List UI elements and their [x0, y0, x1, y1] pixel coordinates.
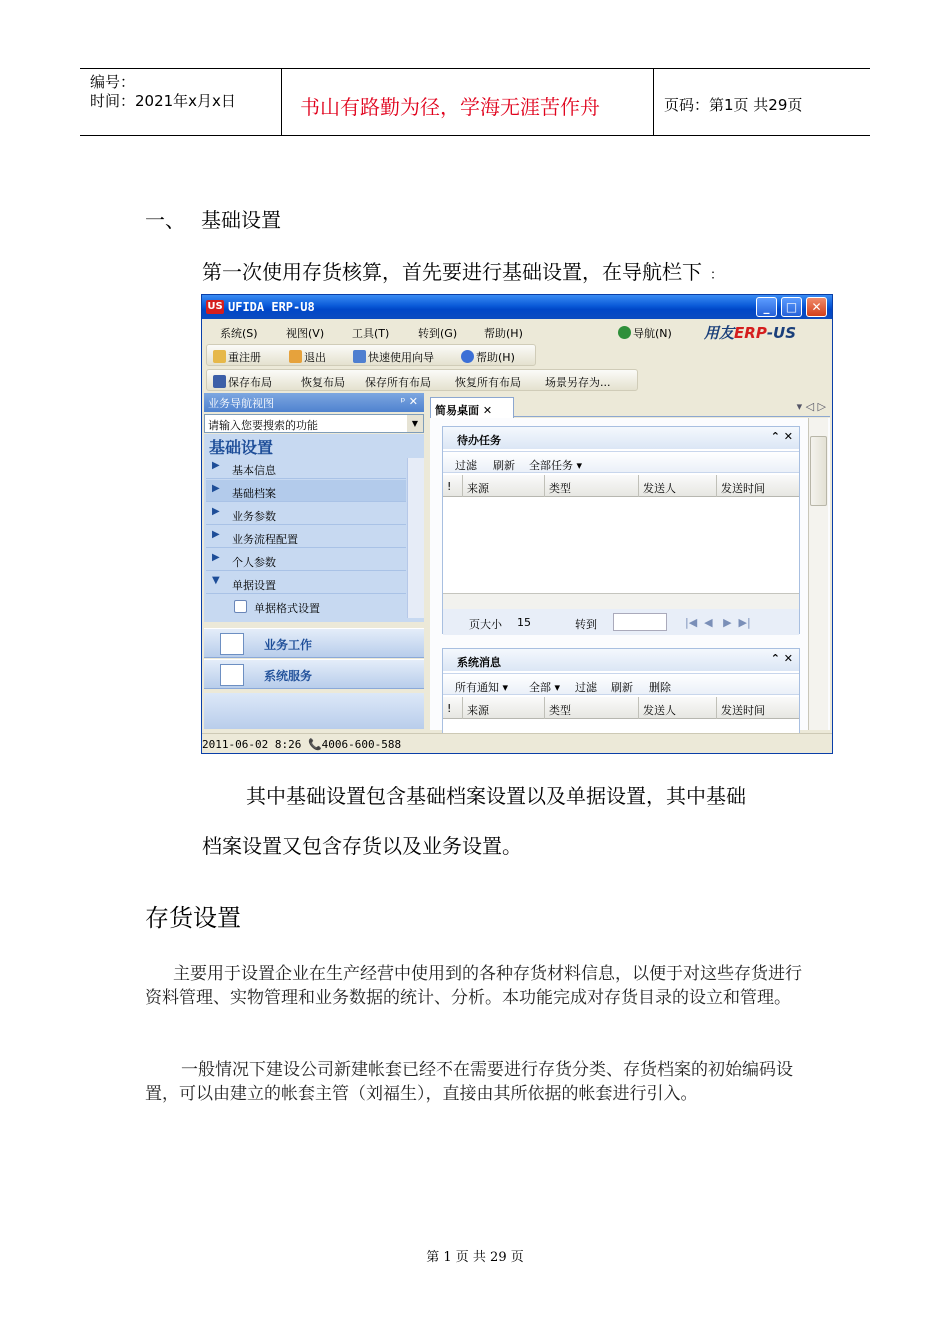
section-heading-1 [145, 204, 281, 233]
nav-label: 导航(N) [633, 327, 672, 340]
system-message-panel [442, 648, 800, 738]
brand-suffix: -US [766, 324, 797, 342]
message-refresh-button[interactable]: 刷新 [611, 681, 633, 694]
todo-hscrollbar[interactable] [443, 593, 799, 609]
collapse-arrow-icon: ▼ [212, 575, 220, 586]
header-page-cell [654, 69, 870, 135]
relogin-label: 重注册 [228, 351, 261, 364]
dropdown-arrow-icon[interactable]: ▼ [407, 415, 423, 432]
nav-item-personal-params[interactable] [206, 549, 406, 571]
nav-item-document-settings[interactable] [206, 572, 406, 594]
save-scene-button[interactable]: 场景另存为... [545, 376, 611, 389]
message-panel-title: 系统消息 [457, 656, 501, 669]
para3: 一般情况下建设公司新建帐套已经不在需要进行存货分类、存货档案的初始编码设置，可以由建立的帐套主管（刘福生），直接由其所依据的帐套进行引入。 [145, 1060, 793, 1104]
section-heading-2: 存货设置 [145, 904, 241, 932]
expand-arrow-icon: ▶ [212, 460, 220, 471]
nav-item-process-config[interactable] [206, 526, 406, 548]
tab-simple-desktop[interactable] [430, 397, 514, 418]
todo-toolbar [443, 451, 799, 473]
save-layout-label: 保存布局 [228, 376, 272, 389]
brand-logo [704, 322, 796, 343]
system-service-button[interactable] [204, 659, 424, 689]
nav-panel-title: 业务导航视图 [208, 397, 274, 410]
pin-close-icon[interactable]: ᵖ ✕ [400, 395, 418, 408]
col-source[interactable]: 来源 [467, 704, 489, 717]
restore-all-layout-button[interactable]: 恢复所有布局 [455, 376, 521, 389]
page-label: 页码：第1页 共29页 [664, 96, 803, 114]
nav-item-basic-info[interactable] [206, 457, 406, 479]
scroll-thumb[interactable] [810, 436, 827, 506]
todo-panel-title: 待办任务 [457, 434, 501, 447]
nav-panel-header [204, 393, 424, 412]
document-icon [234, 600, 247, 613]
save-layout-button[interactable] [213, 374, 272, 390]
col-type[interactable]: 类型 [549, 482, 571, 495]
page-footer: 第 1 页 共 29 页 [426, 1250, 524, 1265]
message-delete-button[interactable]: 删除 [649, 681, 671, 694]
col-source[interactable]: 来源 [467, 482, 489, 495]
section-title: 基础设置 [201, 208, 281, 232]
toolbar-main [206, 344, 536, 366]
tab-close-icon[interactable]: ✕ [482, 404, 493, 417]
nav-item-label: 基本信息 [232, 464, 276, 477]
relogin-button[interactable] [213, 349, 261, 365]
erp-titlebar [202, 295, 832, 319]
para2: 主要用于设置企业在生产经营中使用到的各种存货材料信息，以便于对这些存货进行资料管理、实物管理和业务数据的统计、分析。本功能完成对存货目录的设立和管理。 [145, 964, 802, 1008]
desktop-vscrollbar[interactable] [808, 418, 828, 730]
desktop-area [430, 418, 830, 730]
save-icon [213, 375, 226, 388]
number-label: 编号： [90, 73, 136, 91]
business-work-button[interactable] [204, 628, 424, 658]
col-send-time[interactable]: 发送时间 [721, 482, 765, 495]
col-priority[interactable]: ! [447, 702, 452, 715]
monitor-icon [220, 664, 244, 686]
exit-button[interactable] [289, 349, 326, 365]
page-size-label: 页大小 [469, 618, 502, 631]
help-icon [461, 350, 474, 363]
menu-tools[interactable]: 工具(T) [352, 327, 390, 340]
message-toolbar [443, 673, 799, 695]
todo-panel [442, 426, 800, 634]
menu-help[interactable]: 帮助(H) [484, 327, 523, 340]
close-button[interactable]: ✕ [806, 297, 827, 317]
col-sender[interactable]: 发送人 [643, 704, 676, 717]
nav-item-business-params[interactable] [206, 503, 406, 525]
goto-page-input[interactable] [613, 613, 667, 631]
quick-guide-button[interactable] [353, 349, 434, 365]
col-type[interactable]: 类型 [549, 704, 571, 717]
nav-item-label: 基础档案 [232, 487, 276, 500]
exit-icon [289, 350, 302, 363]
help-label: 帮助(H) [476, 351, 515, 364]
header-motto-cell [282, 69, 654, 135]
status-bar [202, 733, 832, 753]
nav-panel-body [204, 434, 424, 622]
pager-nav-icons[interactable]: |◀ ◀ ▶ ▶| [685, 616, 751, 629]
guide-icon [353, 350, 366, 363]
todo-panel-header [443, 427, 799, 449]
minimize-button[interactable]: _ [756, 297, 777, 317]
goto-label: 转到 [575, 618, 597, 631]
exit-label: 退出 [304, 351, 326, 364]
help-button[interactable] [461, 349, 515, 365]
intro-text [202, 256, 723, 285]
status-text: 2011-06-02 8:26 📞4006-600-588 [202, 738, 402, 751]
all-dropdown[interactable]: 全部 ▾ [529, 681, 561, 694]
message-grid-header [443, 697, 799, 719]
expand-arrow-icon: ▶ [212, 552, 220, 563]
tab-strip [430, 397, 830, 417]
nav-scrollbar[interactable] [407, 458, 424, 618]
maximize-button[interactable]: □ [781, 297, 802, 317]
erp-window-title: UFIDA ERP-U8 [228, 300, 315, 314]
todo-all-tasks-dropdown[interactable]: 全部任务 ▾ [529, 459, 583, 472]
expand-arrow-icon: ▶ [212, 529, 220, 540]
date-label: 时间：2021年x月x日 [90, 92, 236, 110]
nav-item-label: 单据设置 [232, 579, 276, 592]
para1-line1: 其中基础设置包含基础档案设置以及单据设置，其中基础 [246, 784, 746, 808]
erp-window-screenshot [201, 294, 833, 754]
nav-subitem-label: 单据格式设置 [254, 602, 320, 615]
function-search-input[interactable] [204, 414, 424, 433]
nav-category-title: 基础设置 [209, 438, 274, 457]
motto: 书山有路勤为径，学海无涯苦作舟 [300, 95, 600, 119]
col-send-time[interactable]: 发送时间 [721, 704, 765, 717]
all-notices-dropdown[interactable]: 所有通知 ▾ [455, 681, 509, 694]
nav-item-basic-archive[interactable] [206, 480, 406, 502]
menu-goto[interactable]: 转到(G) [418, 327, 458, 340]
system-service-label: 系统服务 [264, 669, 313, 683]
expand-arrow-icon: ▶ [212, 506, 220, 517]
brand-erp: ERP [734, 324, 767, 342]
page-header [80, 68, 870, 136]
nav-item-label: 个人参数 [232, 556, 276, 569]
nav-item-label: 业务流程配置 [232, 533, 298, 546]
message-panel-header [443, 649, 799, 671]
page-size-value[interactable]: 15 [517, 616, 531, 629]
ufida-logo-icon: US [207, 301, 223, 312]
todo-grid-header [443, 475, 799, 497]
todo-filter-button[interactable]: 过滤 [455, 459, 477, 472]
todo-pager [443, 609, 799, 635]
section-number: 一、 [145, 208, 185, 232]
para1-line2: 档案设置又包含存货以及业务设置。 [202, 834, 522, 858]
brand-prefix: 用友 [704, 324, 735, 342]
expand-arrow-icon: ▶ [212, 483, 220, 494]
nav-subitem-document-format[interactable] [206, 595, 406, 617]
collapse-close-icon[interactable]: ⌃ ✕ [770, 652, 793, 665]
intro-colon: ： [710, 268, 724, 283]
todo-refresh-button[interactable]: 刷新 [493, 459, 515, 472]
restore-layout-button[interactable]: 恢复布局 [301, 376, 345, 389]
globe-icon [618, 326, 631, 339]
erp-menubar [206, 321, 828, 343]
quick-guide-label: 快速使用向导 [368, 351, 434, 364]
message-filter-button[interactable]: 过滤 [575, 681, 597, 694]
intro-sentence: 第一次使用存货核算，首先要进行基础设置，在导航栏下 [202, 260, 702, 284]
tab-label: 简易桌面 [435, 404, 479, 417]
col-priority[interactable]: ! [447, 480, 452, 493]
menu-view[interactable]: 视图(V) [286, 327, 325, 340]
save-all-layout-button[interactable]: 保存所有布局 [365, 376, 431, 389]
tab-scroll-controls[interactable]: ▾ ◁ ▷ [796, 400, 826, 413]
business-work-label: 业务工作 [264, 638, 313, 652]
search-placeholder: 请输入您要搜索的功能 [208, 419, 318, 432]
menu-system[interactable]: 系统(S) [220, 327, 258, 340]
nav-button[interactable] [618, 325, 672, 341]
col-sender[interactable]: 发送人 [643, 482, 676, 495]
collapse-close-icon[interactable]: ⌃ ✕ [770, 430, 793, 443]
chart-icon [220, 633, 244, 655]
toolbar-layout [206, 369, 638, 391]
header-meta-cell [80, 69, 282, 135]
nav-item-label: 业务参数 [232, 510, 276, 523]
nav-panel-footer-icons [204, 693, 424, 729]
user-icon [213, 350, 226, 363]
